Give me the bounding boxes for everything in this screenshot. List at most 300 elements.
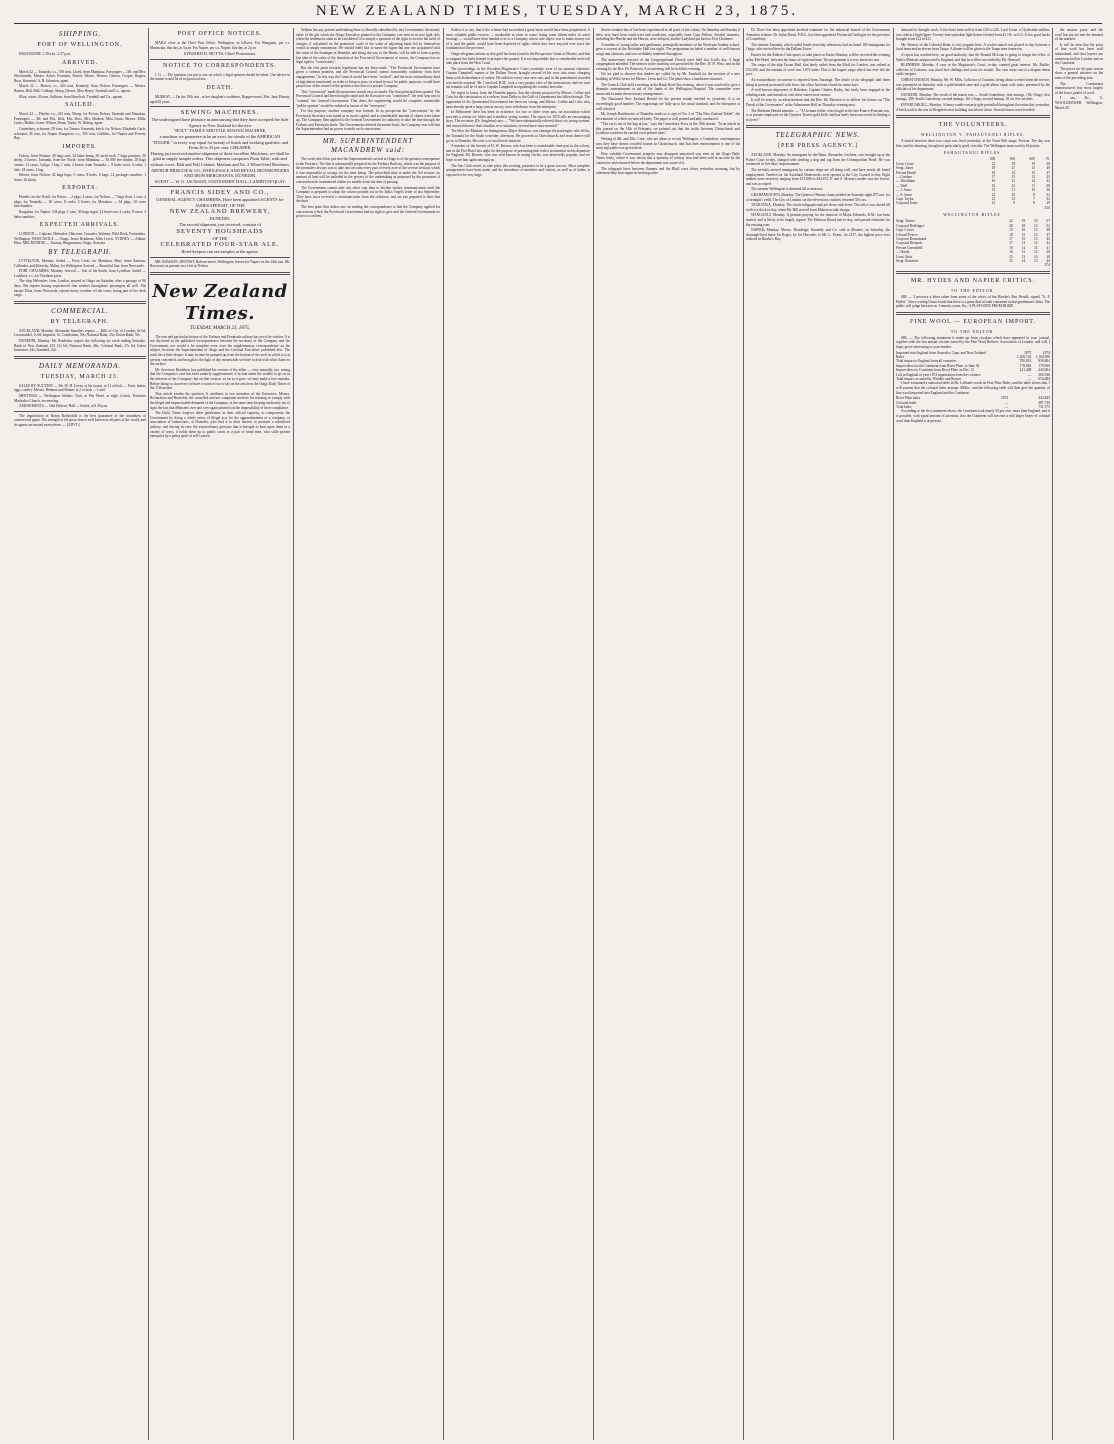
dateline: TUESDAY, MARCH 23, 1875. — [189, 326, 251, 332]
paragraph: Dr. Diver has been appointed medical examiner for the industrial branch of the Government Annuities scheme. Dr. Julius Haast, F.R.S., has been appointed Provincial Geologist for the province of Canterbury. — [746, 28, 890, 42]
table-cell: Lieut. Grose — [896, 161, 914, 166]
table-row — [896, 368, 1050, 372]
table-cell: 19 — [1009, 228, 1013, 233]
table-cell: Total bales — [896, 405, 912, 409]
divider — [14, 411, 146, 412]
divider — [896, 312, 1050, 315]
table-cell: 15 — [1033, 259, 1038, 263]
table-cell: Corporal Jones — [896, 201, 918, 206]
table-cell: Capt. Taylor — [896, 196, 914, 201]
table-cell: 15 — [1021, 236, 1026, 241]
ad-text: From 20 to 25 per cent. CHEAPER. — [188, 145, 252, 151]
paragraph: The steamer Taranaki, which sailed South yesterday afternoon, had on board 100 immigrants for Otago, who arrived here by the Dallam Tower. — [746, 42, 890, 52]
ad-text: AGENT — W. G. JACKSON, STATIONERS' HALL, LAMBTON-QUAY. — [154, 178, 286, 184]
paragraph: WANGANUI, Monday. A petition praying for the removal of Major Edwards, R.M., has been started, and is likely to be largely signed. The Harbour Board met to-day, and passed estimates for the ensuing year. — [746, 213, 890, 227]
paragraph: MAILS close at the Chief Post Office, Wellington, as follows: For Wanganui, per s.s. Manawatu, this day, at 3 p.m. For Napier, per s.s. Napier, this day, at 2 p.m. — [150, 41, 290, 50]
ad-text: OF THE — [212, 235, 228, 241]
table-cell: 57 — [1046, 219, 1050, 224]
column-header: Tl. — [1045, 157, 1050, 162]
paragraph: LONDON — Cathcart, Helenslee, Halcione, Crusader, Waimea, Wild Duck, Forfarshire, Wellington. NEWCASTLE — Otago, Jessie Readman, Ellen Lewis. SYDNEY — Albion, Hero. MELBOURNE — Tararua, Ringarooma, Otago, Arawata. — [14, 232, 146, 246]
paragraph: The importation of Baron Rothschild is the best guarantee of the soundness of commercial paper. The strength of the great firm is well known in all parts of the world, and its agents are trusted everywhere. — [ADVT.] — [14, 413, 146, 427]
table-cell: 243,604 — [1038, 368, 1050, 373]
paragraph: The ship Helenslee, from London, arrived at Otago on Saturday after a passage of 96 days. She reports having experienced fine weather throughout; passengers all well. The barque Eliza, from Newcastle, reports heavy weather off the coast, losing part of her deck cargo. — [14, 279, 146, 298]
column-volunteers-wool — [896, 28, 1050, 1440]
subheading: SAILED. — [65, 102, 95, 109]
paragraph: In Melbourne there has been in existence, for two or three years past, an association which provides a retreat for fallen and friendless young women. The report for 1874 tells an encouraging story. The secretary (Dr. Singleton) says — "We have substantially relieved thirty-six young women, and restored them to their families or to situations; several have since married." — [446, 110, 590, 128]
table-cell: 45 — [1046, 236, 1050, 241]
table-cell: 13 — [1021, 241, 1026, 246]
paragraph: The anniversary services of the Congregational Church were held last Lord's day. A large congregation attended. The sermon in the morning was preached by the Rev. W. H. West, and in the evening by the Rev. Dr. Paterson. A tea meeting will be held this evening. — [596, 57, 740, 71]
paragraph: Mr. Warren, of the Colonial Bank, is very popular here. A cricket match was played to-day between a local team and an eleven from Taupo. A dinner will be given to the Taupo men tomorrow. — [896, 42, 1050, 52]
table-cell: 18 — [1021, 223, 1026, 228]
table-caption: WELLINGTON RIFLES. — [943, 212, 1003, 218]
table-cell: 17 — [1009, 236, 1013, 241]
table-cell: — Woodham — [896, 179, 916, 184]
paragraph: The work which has just met the Superintendent's arrival at Otago is of the greatest consequence to the Province. The line is substantially prepared for the Forbury Railway, which was the purpose of the promoters always was to take into account every part of every acre of the several sections which it was impossible to occupy for the time being. The prescribed time is under the 3rd section: no amount of land will be included in the powers of the undertaking as proposed by the promoters if construction be commenced within six months from the date of passing. — [296, 157, 440, 185]
table-cell: 13 — [1031, 174, 1035, 179]
paragraph: A number of the friends of H. W. Brewer, who has been a considerable time past in the colony, met at the Pier Hotel last night for the purpose of presenting him with a testimonial on his departure for England. Mr. Brewer, who was well known in racing circles, was deservedly popular, and we hope to see him again amongst us. — [446, 144, 590, 163]
table-cell: — — [1027, 372, 1032, 377]
table-cell: Capt. Crowe — [896, 228, 915, 233]
table-cell: 42 — [1046, 241, 1050, 246]
subheading: DEATH. — [206, 84, 234, 91]
section-heading-commercial: COMMERCIAL. — [51, 306, 109, 315]
column-header: 600 — [1029, 157, 1035, 162]
table-cell: 22 — [1009, 219, 1013, 224]
ad-heading: SEWING MACHINES. — [180, 109, 260, 117]
paragraph: The telegraph lines between Oamaru and the Bluff were down yesterday morning, but by afternoon they were again in working order. — [596, 166, 740, 176]
paragraph: TAURANGA, Monday. The whole telegraph staff are down with fever. The office was closed till twelve o'clock to-day, when Mr. Hill arrived from Maketu to take charge. — [746, 203, 890, 212]
table-cell: Imported into England from Australia, Cape, and New Zealand — [896, 350, 986, 355]
table-cell: 1873 — [1024, 350, 1032, 355]
paragraph: March 22 — Hawea, s.s., 420 tons, Kennedy, from Nelson. Passengers — Messrs. Barnes, Bell, Hall, Collings, Sharp, Davies, Miss Henry. Turnbull and Co., agents. — [14, 84, 146, 93]
table-cell: 13 — [1011, 179, 1016, 184]
table-cell: — — [1004, 400, 1009, 405]
ad-text: CELEBRATED FOUR-STAR ALE. — [160, 241, 280, 249]
table-cell: 14 — [1031, 179, 1035, 184]
table-cell: 16 — [1009, 250, 1013, 255]
table-cell: 12 — [1011, 196, 1016, 201]
table-cell: 14 — [991, 192, 996, 197]
divider — [150, 272, 290, 275]
masthead-rule — [14, 23, 1102, 24]
table-cell: 15 — [1009, 259, 1013, 263]
table-cell: 654,684 — [1038, 377, 1050, 381]
table-cell: — Wall — [896, 183, 908, 188]
table-cell: Lieut. Stott — [896, 254, 913, 259]
table-cell: 19 — [1021, 219, 1026, 224]
table-cell: 14 — [1033, 232, 1038, 237]
paragraph: MURRAY — On the 19th inst., at her daughter's residence, Hopper-street, Mrs. Jane Murray, aged 84 years. — [150, 94, 290, 104]
ad-text: Having just received another shipment of these excellent Machines, we shall be glad to supply sample orders. This shipment comprises Plain Table, with and without cover; Half and Full Cabinet, Medium and No. 2 Wheel-feed Machines. — [150, 150, 290, 167]
table-cell: 19 — [991, 166, 996, 171]
column-notices-leader — [150, 28, 290, 1440]
table-cell: 14 — [1033, 223, 1038, 228]
table-cell: Sergt. Turner — [896, 219, 915, 224]
paragraph: demand for draught stock. A few have been sold at from £30 to £45. Lord Lorne, a Clydesdale stallion, was sold at a high figure. Twenty-four unbroken light horses fetched from £3 10s. to £12. A few good hacks brought from £12 to £21. — [896, 28, 1050, 42]
column-rule — [893, 28, 894, 1440]
divider — [746, 125, 890, 128]
paragraph: The proceedings in the Resident Magistrate's Court yesterday were of an unusual character. Captain Campbell, master of the Dallam Tower, brought several of his crew into court, charging them with disobedience of orders. He failed in every case save one, and in the punishment awarded was merely nominal. Mr. Crawford, R.M., took a very proper view of the transactions; and we trust his remarks will be of use to Captain Campbell in regulating his conduct hereafter. — [446, 66, 590, 90]
paragraph: GRAHAMSTOWN, Monday. The Queen of Beauty claim yielded on Saturday night 875 ozs. for a fortnight's yield. The City of London, on the eleven tons crushed, returned 336 ozs. — [746, 193, 890, 202]
table-cell: 13 — [1021, 254, 1026, 259]
table-cell: 12 — [1033, 241, 1038, 246]
table-cell: 58 — [1046, 161, 1050, 166]
table-cell: 16 — [1033, 219, 1038, 224]
subheading: TUESDAY, MARCH 23. — [40, 373, 120, 380]
table-cell: 15 — [1011, 174, 1016, 179]
paragraph: According to the first statement above, the Continent took nearly 50 per cent. more than England, and it is possible, with equal amount of attention, that the Continent will become a still larger buyer of colonial wool than England is at present. — [896, 409, 1050, 423]
table-cell: 13 — [1033, 236, 1038, 241]
subheading: MR. SUPERINTENDENT MACANDREW said: — [322, 137, 414, 155]
table-total: 474 — [1044, 263, 1050, 268]
table-cell: 18 — [1011, 161, 1016, 166]
table-cell: 17 — [991, 174, 996, 179]
paragraph: The true and particular history of the Forbury and Peninsula railway has yet to be written. It is not disclosed in the published correspondence between the secretary of the Company and the Government, nor would it be complete even were the supplementary correspondence on the subject, between the Superintendent of Otago and the Colonial Executive, published also. The truth lies a little deeper. It may in time be pumped up from the bottom of the well in which it is at present concealed, and brought to the light of day, meanwhile we have to deal with what floats on the surface. — [150, 334, 290, 367]
table-cell: 15 — [1021, 232, 1026, 237]
paragraph: The Continental manufacturers buy most largely of the lower grades of wool. — [1055, 81, 1103, 95]
table-cell: 32 — [1046, 192, 1050, 197]
table-cell: Total import to England from all countries — [896, 359, 957, 364]
table-cell: Private Heald — [896, 170, 916, 175]
paragraph: The Daily Times forgives these gentlemen, in their official capacity, to compromise the Government by doing a whole series of illegal acts for the aggrandisement of a company, or association of landowners, at Dunedin, who find it to their interest to promote a subsidised railway; and having in view the extraordinary pressure that is brought to bear upon them in a variety of ways, it holds them up to public scorn as a pair of timid men, who stifle private enterprise by a paltry spirit of self-conceit. — [150, 411, 290, 439]
table-cell: Total import, as stated by Windler and Brown — [896, 377, 961, 381]
newspaper-title: New Zealand Times. — [152, 281, 288, 325]
table-cell: 17 — [1011, 166, 1016, 171]
subheading: [PER PRESS AGENCY.] — [778, 143, 858, 150]
paragraph: MR. RAWSON, DENTIST, Boltom-street, Wellington, leaves for Napier on the 24th inst. Mr. Rawson is at present on a visit to Nelson. — [150, 259, 290, 269]
table-cell: 365,936 — [1038, 372, 1050, 377]
column-telegraphic — [746, 28, 890, 1440]
table-cell: 8 — [1033, 201, 1035, 206]
signature: EDWARD D. BUTTS, Chief Postmaster. — [184, 51, 256, 57]
paragraph: The Garrick Club held a meeting at the Bank Hotel last evening, when it was resolved to give a dramatic entertainment in aid of the funds of the Wellington Hospital. The committee were instructed to make the necessary arrangements. — [596, 82, 740, 96]
table-cell: 839,684 — [1038, 359, 1050, 364]
paragraph: PORT CHALMERS, Monday. Arrived — Star of the South, from Lyttelton. Sailed — Ladybird, s.s., for Northern ports. — [14, 269, 146, 278]
ad-text: a machine we guarantee to be an exact fac-simile of the AMERICAN "SINGER," in every way equal for beauty of finish and working qualities, and — [151, 133, 289, 145]
table-cell: 52 — [1046, 223, 1050, 228]
table-cell: Sergt. Jones — [896, 166, 914, 171]
table-cell: 17 — [1009, 241, 1013, 246]
ad-text: SEVENTY HOGSHEADS — [176, 227, 264, 235]
paragraph: An extraordinary occurrence is reported from Tauranga. The whole of the telegraph staff there being at present prostrated with fever, the office has been closed for some days. — [746, 77, 890, 87]
ad-text: ARTHUR BRISCOE & CO., WHOLESALE AND RETAIL IRONMONGERS AND IRON MERCHANTS, DUNEDIN. — [150, 167, 290, 179]
table-cell: Import direct to Continent from River Plate, to Dec. 31 — [896, 368, 975, 373]
table-cell: 32 — [1046, 196, 1050, 201]
table-cell: 12 — [1021, 250, 1026, 255]
paragraph: This "concession" made the promoters' minds easy no doubt. The first point had been gained. The Provincial Council had been brought round and the Executive was "committed"; the next step was to "commit" the General Government. That done, the engineering would be complete; meanwhile "public opinion" would be enlisted in favour of the "enterprise". — [296, 89, 440, 108]
divider — [150, 257, 290, 258]
table-cell: 14 — [1021, 259, 1026, 263]
column-shipping — [14, 28, 146, 1440]
table-cell: 11 — [1031, 183, 1035, 188]
table-cell: Corporal Richards — [896, 241, 923, 246]
table-cell: 18 — [1009, 232, 1013, 237]
score-table-wellington — [896, 219, 1050, 263]
paragraph: The prices for the past season show a general advance on the rates of the preceding year. — [1055, 66, 1103, 80]
table-cell: — — [1027, 377, 1032, 381]
table-cell: 15 — [1009, 254, 1013, 259]
masthead: NEW ZEALAND TIMES, TUESDAY, MARCH 23, 1875. — [315, 3, 799, 19]
table-cell: 16 — [991, 179, 996, 184]
paragraph: Rangitoto, for Napier: 104 pkgs, 1 case, 30 bags sugar, 12 boxes tea, 4 casks, 8 cases, 2 bales sundries. — [14, 210, 146, 219]
table-cell: 41 — [1046, 245, 1050, 250]
paragraph: I am, &c., A. WOOLGROWER. Wellington, March 20. — [1055, 96, 1103, 110]
table-cell: — Hardy — [896, 250, 910, 255]
paragraph: INVERCARGILL, Monday. A heavy south-westerly gale prevailed throughout the entire day yesterday. A brick wall at the rear of Brogden's new building was blown down. Several fences were levelled. — [896, 102, 1050, 112]
advertisement-brewery — [150, 189, 290, 255]
paragraph: But the first point towards legislation has not been made. "The Provincial Government have given a solemn promise, and the Provincial Council cannot honourably withdraw from their engagements." In this way the Council would have been "worked", and the most extraordinary kind of legislation sanctioned, in order to bring to pass, in a land in trust for public purposes, would have passed out of the control of the province into that of a private Company. — [296, 65, 440, 89]
paragraph: J. G. — The question you put is one on which a legal opinion should be taken. Our advice in the matter would be of no practical use. — [150, 72, 290, 82]
paragraph: I have examined a statistical table in Mr. Lolham's work on Fine Plate Bales, and the table shows that. I will assume that the colonial bales average 400lbs., and the following table will then give the quantity of fine wool imported into England and the Continent: — [896, 381, 1050, 395]
subheading: NOTICE TO CORRESPONDENTS. — [163, 62, 277, 69]
table-cell: Corporal Bellringer — [896, 223, 925, 228]
table-cell: 12 — [991, 201, 996, 206]
table-cell: 21 — [991, 161, 996, 166]
table-cell: 36 — [1046, 188, 1050, 193]
table-cell: 13 — [1031, 166, 1035, 171]
paragraph: The first point that strikes one on reading the correspondence is that the Company applied for concessions which the Provincial Government had no right to give and the General Government no power to confirm. — [296, 205, 440, 219]
table-cell: 16 — [1009, 245, 1013, 250]
table-cell: — S. Jones — [896, 192, 913, 197]
subheading: TO THE EDITOR. — [950, 328, 996, 334]
ad-text: "HOLT" FAMILY SHUTTLE SEWING MACHINE, — [173, 128, 267, 134]
paragraph: Eliza, cutter, 26 tons, Sullivan, from Havelock. Turnbull and Co., agents. — [19, 94, 123, 99]
paragraph: We are glad to observe that tenders are called for by Mr. Turnbull for the erection of a new building in Willis-street for Messrs. Levin and Co. The plans show a handsome structure. — [596, 72, 740, 81]
paragraph: Phoebe, for the North: for Picton — 2 pkgs, 3 cases; for Nelson — 7 bags flour, 1 case, 4 pkgs; for Taranaki — 20 cases, 8 casks, 2 boxes; for Manukau — 64 pkgs, 10 cases merchandise. — [14, 195, 146, 209]
subheading: PORT OF WELLINGTON. — [37, 42, 123, 48]
table-caption: PAHAUTANUI RIFLES. — [943, 150, 1003, 156]
divider — [150, 186, 290, 187]
ad-text: NEW ZEALAND BREWERY, — [169, 208, 271, 216]
column-header: 500 — [1009, 157, 1016, 162]
section-heading-volunteers: THE VOLUNTEERS. — [938, 122, 1008, 129]
column-rule — [293, 28, 294, 1440]
paragraph: Entries for the Athletic Club sports, to take place on Easter Monday, will be received this evening at the Pier Hotel, between the hours of eight and nine. The programme is a very attractive one. — [746, 52, 890, 62]
table-cell: 221,468 — [1019, 368, 1032, 373]
paragraph: Otago telegrams inform us that gold has been found in the Prospectors' claim at Okarito, and that a company has been formed to prospect the ground. It is not improbable that a considerable rush will take place from the West Coast. — [446, 51, 590, 66]
subheading: BY TELEGRAPH. — [48, 248, 112, 257]
table-cell: 10 — [1031, 188, 1035, 193]
subheading: IMPORTS. — [62, 143, 98, 150]
table-cell: Import direct to the Continent from River Plate, to June 30 — [896, 363, 980, 368]
column-rule — [443, 28, 444, 1440]
ad-text: Hotel-keepers can see samples at the agents. — [181, 249, 259, 255]
paragraph: It will be seen that the price of fine wool has been well maintained, and that buyers are numerous both in London and on the Continent. — [1055, 42, 1103, 66]
paragraph: A well-known shipowner of Hoboken, Captain Charles Bailey, has lately been engaged in the whaling trade, and intends to visit these waters next season. — [746, 88, 890, 97]
paragraph: Hawea, from Nelson: 32 bags hops, 5 cases, 8 bales, 6 bags, 12 packages sundries, 1 horse, 20 sheep. — [14, 173, 146, 182]
paragraph: SIR, — The following statement is made up from circulars which have appeared in your journal, together with the last annual circular issued by the Fine Wool Brokers' Association of London, and will, I hope, prove interesting to your readers. — [896, 335, 1050, 349]
table-cell: 38 — [1046, 254, 1050, 259]
column-header: 200 — [989, 157, 996, 162]
subheading: EXPECTED ARRIVALS. — [39, 222, 121, 229]
paragraph: The Government cannot take any other step than to decline further communication until the Company is prepared to adopt the course pointed out in Sir Julius Vogel's letter of last September. They have since received a communication from the solicitors, and are not prepared to alter that decision. — [296, 185, 440, 204]
table-cell: 243,845 — [1038, 396, 1050, 401]
divider — [896, 271, 1050, 274]
column-news — [446, 28, 590, 1440]
table-cell: 1874 — [1000, 396, 1009, 401]
table-cell: 20 — [1009, 223, 1013, 228]
table-cell: 178,882 — [1019, 363, 1032, 368]
paragraph: DUNEDIN, Monday. The result of the match was — South Canterbury, first innings, 104; Otago, first innings, 186. South Canterbury, second innings, 161; Otago, second innings, 81 for five wickets. — [896, 92, 1050, 102]
subheading: WELLINGTON V. PAHAUTANUI RIFLES. — [920, 132, 1026, 138]
table-cell: 8 — [1033, 192, 1035, 197]
divider — [150, 59, 290, 60]
column-leader-continued — [296, 28, 440, 1440]
divider — [896, 115, 1050, 118]
divider — [150, 106, 290, 107]
column-rule — [743, 28, 744, 1440]
table-cell: 48 — [1046, 228, 1050, 233]
paragraph: A number of young ladies and gentlemen, principally members of the Wesleyan Sunday school, gave a concert at the Rechabite Hall last night. The programme included a number of well-known songs and choruses, and was creditably rendered throughout. — [596, 42, 740, 56]
paragraph: That article exudes the question. It attributes to two members of the Executive, Messrs. Richardson and Reynolds, the cancelled and not competent motives for refusing to comply with the illegal and impracticable demands of the Company; at the same time keeping studiously out of sight the fact that Ministers over and over again pointed out the impossibility of their compliance. — [150, 391, 290, 410]
table-cell: 16 — [991, 183, 996, 188]
ad-text: GENERAL AGENCY CHAMBERS, Have been appointed AGENTS for JAMES SPEIGHT, OF THE — [156, 197, 284, 208]
table-cell: 13 — [991, 196, 996, 201]
paragraph: LYTTELTON, Monday. Sailed — Fiery Cross, for Manukau; Mary Anne Annison, Callender, and Moresby; Malay, for Wellington. Arrived — Beautiful Star, from Newcastle. — [14, 259, 146, 268]
table-cell: Private Greenfield — [896, 245, 923, 250]
paragraph: The cargo of the ship Ocean Mail, that lately sailed from the Bluff for London, was valued at £33,280, and the amount of wool was 1,672 bales. This is the largest cargo which has ever left the port. — [746, 63, 890, 77]
table-cell: 7 — [1033, 196, 1035, 201]
paragraph: CHRISTCHURCH, Monday. Mr. W. Mills, Collector of Customs, being about to retire from the service, was presented on Saturday with a gold-headed cane and a gold albert chain with seals, presented by the officials of his department. — [896, 77, 1050, 92]
paragraph: MEETINGS — Wellington Athletic Club, at Pier Hotel, at eight o'clock. Primitive Methodist Church, tea meeting. — [14, 393, 146, 403]
wool-bales-table — [896, 396, 1050, 409]
subheading: EXPORTS. — [62, 185, 98, 192]
paragraph: SALES BY AUCTION — Mr. W. H. Levin, at his rooms, at 11 o'clock — Fruit, butter, eggs, cutlery. Messrs. Bethune and Hunter, at 2 o'clock — Land. — [14, 383, 146, 393]
divider — [296, 134, 440, 135]
paragraph: March 22 — Phoebe, s.s., 415 tons, Worsp, for Picton, Nelson, Taranaki and Manukau. Passengers — Mr. and Mrs. Kirk, Mrs. Boss, Mrs. Hudson, Miss Grant, Messrs. Mills, Curtis, Hallett, Greer, Wilson, Dunn, Taylor. W. Bishop, agent. — [14, 112, 146, 126]
table-cell: 39 — [1046, 183, 1050, 188]
table-cell: 487,730 — [1038, 400, 1050, 405]
subheading: TO THE EDITOR. — [950, 288, 996, 293]
table-cell: — Gardner — [896, 174, 913, 179]
paragraph: For this purpose, another company was formed. In its prospectus the "concessions" by the Provincial Secretary was stated as so much capital, and a considerable amount of shares were taken up. The Company then applied to the General Government for authority to take the line through the Forbury and Peninsula lands. The Government referred the matter back; the Company was told that the Superintendent had no power to make such concessions. — [296, 109, 440, 132]
paragraph: A match between these two corps was fired yesterday, at the Town Belt range, Porirua. The day was fine, and the shooting, though not particularly good, was fair. The Wellington team won by 64 points. — [896, 139, 1050, 148]
column-continued — [1055, 28, 1103, 1440]
paragraph: We regret to learn, from the Dunedin papers, that the scheme proposed by Messrs. Collier and Cain for the construction of a railway from Dalby to the Gulf of Carpentaria has fallen through. The opposition of the Queensland Government has been too strong, and Messrs. Collier and Cain, who have already spent a large sum in survey, have withdrawn from the enterprise. — [446, 90, 590, 109]
paragraph: SIR, — I perceive a letter taken from some of the critics of the Hawke's Bay Herald, signed "A. P. Hydes". Since writing I have found that there is a great deal of truth contained in that gentleman's letter. The public will judge between us. I remain, yours, &c., A PLAYGOER FROM HOME. — [896, 295, 1050, 309]
table-cell: 10 — [1033, 254, 1038, 259]
paragraph: "The cat is out of the bag at last," says the Canterbury Press of the 18th instant. "In an article in this journal on the 14th of February, we pointed out that the traffic between Christchurch and Lyttelton could not be carried on at present rates." — [596, 122, 740, 136]
column-rule — [148, 28, 149, 1440]
table-total: 410 — [1044, 205, 1050, 210]
paragraph: A report has reached here, on good authority, that Sir Donald McLean is going to resign the office of Native Minister and proceed to England, and that he will be succeeded by Mr. Ormond. — [896, 52, 1050, 62]
table-cell: 1,164,506 — [1035, 354, 1050, 359]
paragraph: AUCKLAND, Monday. An immigrant by the Bann, Alexander Crichton, was brought up at the Police Court to-day, charged with stealing a dog and rug from the Cosmopolitan Hotel. He was sentenced to five days' imprisonment. — [746, 153, 890, 167]
table-cell: — J. Jones — [896, 188, 912, 193]
paragraph: The Star Club soirée, to take place this evening, promises to be a great success. Most complete arrangements have been made, and the attendance of members and visitors, as well as of ladies, is expected to be very large. — [446, 163, 590, 177]
paragraph: How valuable Government property may disappear unnoticed was seen on the Otago Daily Times lately, where it was shown that a quantity of railway iron had been sold at auction by the contractor and removed before the department was aware of it. — [596, 151, 740, 166]
column-rule — [593, 28, 594, 1440]
table-cell: 12 — [1011, 183, 1016, 188]
ad-text: The undersigned have pleasure in announcing that they have accepted the Sole Agency in New Zealand for the new — [151, 117, 289, 128]
section-heading-shipping: SHIPPING. — [58, 30, 102, 38]
paragraph: DUNEDIN, Monday. Mr. Bradshaw reports the following for week ending Saturday: Bank of New Zealand, £15 12s 6d; National Bank, 48s; Colonial Bank, 27s 6d; Union Insurance, 44s; Standard, 52s. — [14, 338, 146, 353]
table-cell: 47 — [1046, 170, 1050, 175]
paragraph: Mr. Joseph Braithwaite, of Dunedin, sends us a copy of No. 2 of "The New Zealand Tablet", the first number of which we noticed lately. The paper is well printed and ably conducted. — [596, 112, 740, 121]
subheading: BY TELEGRAPH. — [50, 318, 110, 325]
table-cell: 11 — [1011, 188, 1016, 193]
subheading: POST OFFICE NOTICES. — [177, 31, 263, 37]
divider — [14, 301, 146, 304]
paragraph: Canterbury, schooner, 58 tons, for Timaru. Kennedy, ketch, for Nelson. Elizabeth Curle, schooner, 26 tons, for Napier. Rangitoto, s.s., 595 tons, Griffiths, for Napier and Poverty Bay. — [14, 126, 146, 141]
table-cell: 731,575 — [1038, 405, 1050, 409]
section-heading-memoranda: DAILY MEMORANDA. — [38, 361, 122, 370]
table-cell: 11 — [1034, 245, 1038, 250]
paragraph: AMUSEMENTS — Odd Fellows' Hall — Soirée, at 8.30 p.m. — [19, 404, 108, 409]
table-cell: 19 — [1031, 161, 1035, 166]
table-cell: River Plate bales — [896, 396, 921, 401]
table-cell: 45 — [1046, 174, 1050, 179]
table-cell: 15 — [1031, 170, 1035, 175]
paragraph: The Brisbane Herald remarks: — "A German settler, who fought in the late Franco-Prussian war, is at present employed on the Charters Towers gold field, and has lately been successful in finding a rich reef." — [746, 108, 890, 122]
paragraph: BLENHEIM, Monday. A case in the Magistrate's Court, to-day, created great interest. Mr. Baillie, collector of Customs, was fined five shillings and costs for assault. The case arose out of a dispute about cattle trespass. — [896, 63, 1050, 77]
table-cell: 40 — [1046, 250, 1050, 255]
paragraph: Mr. Secretary Bradshaw has published his version of the affair — very naturally, too, seeing that the Company's case has been unfairly supplemented, if he had taken the trouble to go on in the interests of the Company; but on that version, so far as it goes, we may make a few remarks. Before doing so, however, we have a word or two to say on the article in the Otago Daily Times of the 17th instant. — [150, 367, 290, 391]
table-cell: 47 — [1046, 232, 1050, 237]
paragraph: NAPIER, Monday. Messrs. Routledge, Kennedy and Co. sold at Meanee, on Saturday, the thorough-bred horse Sir Roger, by Sir Hercules, to Mr. L. Evans, for £157, the highest price ever realised in Hawke's Bay. — [746, 228, 890, 242]
table-cell: 1874 — [1042, 350, 1050, 355]
subheading: ARRIVED. — [61, 59, 99, 66]
table-cell: Colonel Pearce — [896, 232, 918, 237]
column-rule — [1052, 28, 1053, 1440]
paragraph: The Illustrated New Zealand Herald for the present month reached us yesterday. It is an exceedingly good number. The engravings are fully up to the usual standard, and the letterpress is well selected. — [596, 97, 740, 111]
paragraph: The steamer Wellington is detained till to-morrow. — [751, 187, 823, 192]
tide-line: HIGH WATER, 1.39 a.m.; 2.27 p.m. — [19, 52, 71, 56]
table-cell: 700,810 — [1019, 359, 1032, 364]
paragraph: Falcon, from Waitara: 40 bags oats, 34 bales hemp, 50 sacks malt, 7 bags potatoes, 30 sheep, 3 horses. Taranaki, from the North: from Manukau — 50,000 feet timber, 20 bags onions, 12 cases, 3 pkgs, 1 keg, 1 cask, 2 boxes; from Taranaki — 8 bales wool, 4 casks, 1 bale, 18 cases, 1 bag. — [14, 153, 146, 172]
paragraph: Writing of Mr. and Mrs. Case, who are about to revisit Wellington, a Canterbury contemporary says they have drawn crowded houses in Christchurch, and that their entertainment is one of the most enjoyable ever given there. — [596, 137, 740, 151]
paragraph: March 22 — Taranaki, s.s., 196 tons, Lloyd, from Manukau. Passengers — Mr. and Mrs. Woolcombe, Messrs. Sykes, Fountain, Pearce, Moore, Westen, Gibson, Cooper, Rogers, Ross, Stormont. A. R. Johnston, agent. — [14, 69, 146, 83]
table-cell: 29 — [1046, 201, 1050, 206]
advertisement-sewing-machines — [150, 109, 290, 184]
column-local-news — [596, 28, 740, 1440]
table-cell: 14 — [1021, 245, 1026, 250]
paragraph: The Hon. the Minister for Immigration, Major Atkinson, was amongst the passengers who left by the Taranaki for the South yesterday afternoon. He proceeds to Christchurch, and from thence will go on to Dunedin. His visit is of an official character. — [446, 129, 590, 143]
divider — [14, 356, 146, 359]
table-cell: 1,108,742 — [1016, 354, 1032, 359]
table-cell: — — [1004, 405, 1009, 409]
section-heading-telegraphic-news: TELEGRAPHIC NEWS. — [775, 131, 861, 140]
table-cell: 43 — [1046, 179, 1050, 184]
table-cell: 18 — [991, 170, 996, 175]
ad-heading: FRANCIS SIDEY AND CO., — [170, 189, 270, 197]
ad-text: The second shipment, just received, consists of — [178, 222, 262, 228]
table-cell: Colonial bales — [896, 400, 917, 405]
table-cell: 179,960 — [1038, 363, 1050, 368]
paragraph: the eastern ports, and the wool has not yet met the demand of the markets. — [1055, 28, 1103, 42]
paragraph: Suffice it to say, that if the scheme had succeeded a great boon would have been perpetrated. A most valuable public reserve — invaluable in years to come, being some fifteen miles of water frontage — would have been handed over to a Company whose sole object was to make money out of it, and the public would have been deprived of rights which they have enjoyed ever since the foundation of the province. — [446, 28, 590, 51]
table-cell: 15 — [991, 188, 996, 193]
paragraph: It will be seen by an advertisement that the Rev. Dr. Paterson is to deliver his lecture on "The Deeds of the Covenanters" at the Athenaeum Hall on Thursday evening next. — [746, 98, 890, 107]
table-cell: Corporal Drummond — [896, 236, 927, 241]
paragraph: Seldom has any private undertaking been so liberally subsidized by any Government; the money value of the gift which the Otago Executive granted to the Company was seen in its true light only when the settlement came to be considered. It is simply a question of the right to receive the tariff of charges, if calculated on the promoters' scale of the value of adjoining lands fed by themselves would so amply remunerate. We should really like to name the figure but any one acquainted with the value of the frontages at Dunedin, and along the way to the Heads, will be able to form a pretty fair idea of the value of the donation of the Provincial Government of course, the Company has no legal right to "concessions". — [296, 28, 440, 65]
table-cell: 13 — [1033, 228, 1038, 233]
score-table-pahautanui — [896, 157, 1050, 205]
table-cell: 16 — [1021, 228, 1026, 233]
table-cell: 10 — [1011, 192, 1016, 197]
table-cell: 9 — [1013, 201, 1016, 206]
paragraph: AUCKLAND, Monday. Alexander Saunders reports — Bills of City of London, 6s 6d; Coromandel, 1s 6d; Imperial, 5s; Caledonian, 30s; National Bank, 25s; Union Bank, 50s. — [14, 328, 146, 338]
paragraph: Severe weather has of late been experienced in all parts of the colony. On Saturday and Sunday it blew very hard from south-west and south-east, especially from Cape Palliser. Several steamers, including the Phoebe and the Hawea, were delayed, and the Ladybird put back to Port Chalmers. — [596, 28, 740, 42]
paragraph: The recently arrived immigrants by various ships are all doing well, and have nearly all found employment. Tenders for the Auckland Waterworks were opened at the City Council to-day. Eight tenders were received, ranging from £75,000 to £94,672. F. and S. Morrin's tender was the lowest, and was accepted. — [746, 168, 890, 186]
table-cell: 44 — [1046, 259, 1050, 263]
table-cell: Left in England of year 1874 importation from the colonies — [896, 372, 981, 377]
table-cell: Sergt. Rountree — [896, 259, 919, 263]
ad-text: DUNEDIN. — [209, 216, 231, 222]
section-heading-fine-wool: FINE WOOL — EUROPEAN IMPORT. — [910, 318, 1036, 325]
table-cell: 14 — [1011, 170, 1016, 175]
